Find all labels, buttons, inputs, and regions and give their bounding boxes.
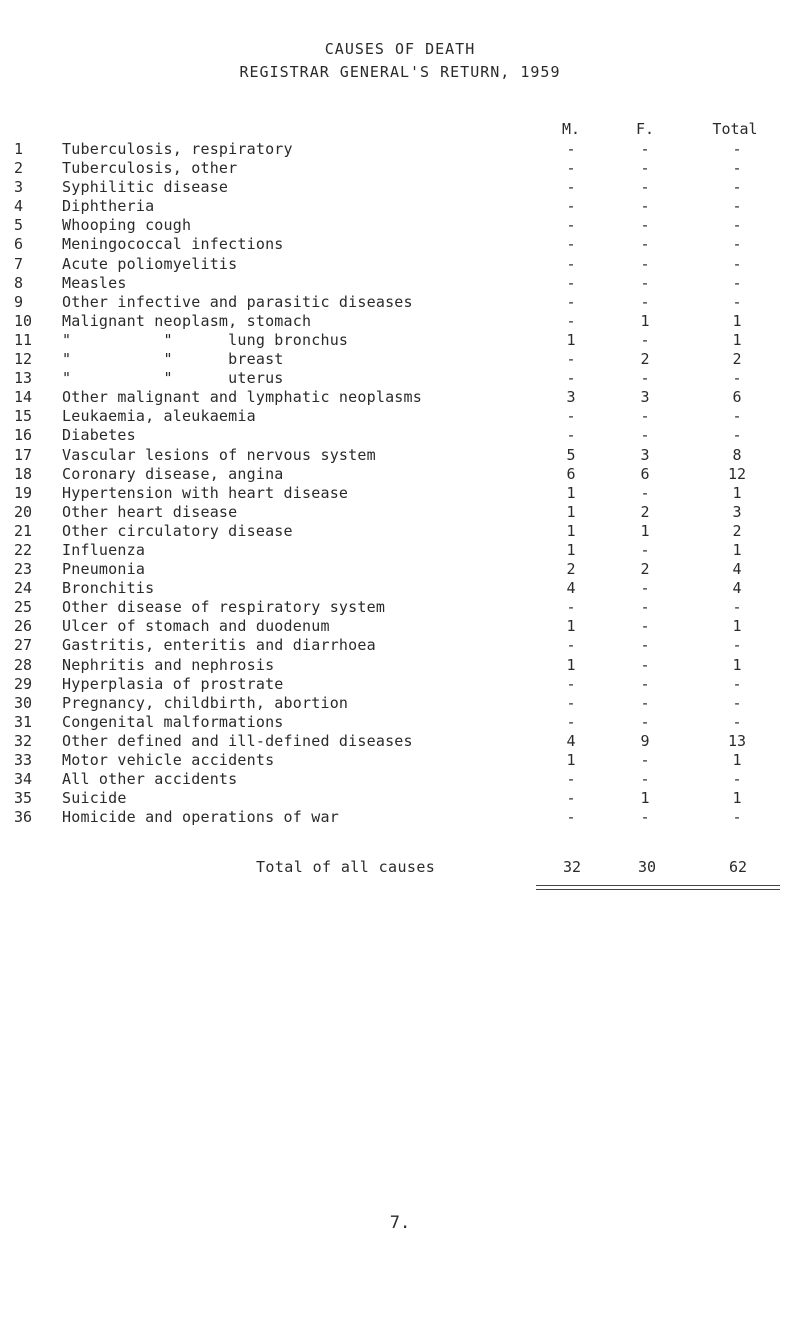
cause-label: Other circulatory disease [62, 521, 293, 540]
male-count: 1 [566, 617, 576, 636]
female-count: - [640, 330, 650, 349]
total-count: 2 [732, 521, 742, 540]
table-row [0, 656, 800, 675]
row-number: 8 [14, 273, 24, 292]
total-count: 1 [732, 655, 742, 674]
female-count: - [640, 159, 650, 178]
table-row [0, 274, 800, 293]
table-row [0, 541, 800, 560]
male-count: 4 [566, 579, 576, 598]
page-heading: CAUSES OF DEATH [324, 40, 476, 58]
female-count: - [640, 254, 650, 273]
row-number: 30 [14, 693, 33, 712]
total-count: 1 [732, 751, 742, 769]
row-number: 29 [14, 674, 33, 693]
female-count: 6 [640, 464, 650, 483]
female-count: 3 [640, 388, 650, 407]
male-count: - [566, 693, 576, 712]
cause-label: Hypertension with heart disease [62, 483, 349, 502]
table-row [0, 484, 800, 503]
total-count: - [732, 426, 742, 445]
male-count: 1 [566, 502, 576, 521]
row-number: 31 [14, 712, 33, 731]
row-number: 17 [14, 445, 33, 464]
row-number: 23 [14, 560, 33, 579]
female-count: - [640, 407, 650, 426]
table-row [0, 617, 800, 636]
total-count: 3 [732, 502, 742, 521]
total-count: 6 [732, 388, 742, 407]
cause-label: Other heart disease [62, 502, 238, 521]
table-row [0, 216, 800, 235]
total-count: 13 [727, 731, 747, 750]
female-count: - [640, 598, 650, 617]
female-count: - [640, 751, 650, 769]
table-row [0, 235, 800, 254]
male-count: 1 [566, 655, 576, 674]
total-count: - [732, 712, 742, 731]
cause-label: Homicide and operations of war [62, 808, 339, 827]
female-count: - [640, 426, 650, 445]
female-count: - [640, 483, 650, 502]
table-row [0, 503, 800, 522]
row-number: 28 [14, 655, 33, 674]
total-count: 1 [732, 330, 742, 349]
female-count: 2 [640, 502, 650, 521]
table-row [0, 636, 800, 655]
total-count: - [732, 407, 742, 426]
female-count: - [640, 808, 650, 827]
row-number: 12 [14, 350, 33, 369]
cause-label: Pregnancy, childbirth, abortion [62, 693, 349, 712]
table-row [0, 312, 800, 331]
male-count: - [566, 197, 576, 216]
male-count: - [566, 273, 576, 292]
row-number: 2 [14, 159, 24, 178]
column-header-female: F. [635, 120, 655, 138]
female-count: - [640, 712, 650, 731]
total-count: 1 [732, 540, 742, 559]
female-count: - [640, 178, 650, 197]
row-number: 33 [14, 751, 33, 769]
cause-label: Diabetes [62, 426, 136, 445]
total-count: - [732, 235, 742, 254]
male-count: 1 [566, 751, 576, 769]
female-count: 2 [640, 350, 650, 369]
cause-label: Other infective and parasitic diseases [62, 292, 413, 311]
totals-rule-upper [536, 885, 780, 886]
table-row [0, 197, 800, 216]
table-row [0, 579, 800, 598]
male-count: - [566, 311, 576, 330]
page-subheading: REGISTRAR GENERAL'S RETURN, 1959 [239, 63, 561, 81]
male-count: - [566, 292, 576, 311]
total-count: - [732, 140, 742, 158]
male-count: - [566, 808, 576, 827]
table-row [0, 732, 800, 751]
cause-label: " " lung bronchus [62, 330, 349, 349]
female-count: - [640, 540, 650, 559]
female-count: - [640, 216, 650, 235]
male-count: 5 [566, 445, 576, 464]
total-count: - [732, 273, 742, 292]
table-row [0, 178, 800, 197]
cause-label: Influenza [62, 540, 146, 559]
total-count: - [732, 254, 742, 273]
female-count: - [640, 674, 650, 693]
total-count: 8 [732, 445, 742, 464]
female-count: - [640, 617, 650, 636]
page-number: 7. [389, 1213, 411, 1233]
male-count: - [566, 407, 576, 426]
total-count: 12 [727, 464, 747, 483]
total-count: - [732, 369, 742, 388]
male-count: - [566, 712, 576, 731]
female-count: 1 [640, 521, 650, 540]
table-row [0, 159, 800, 178]
cause-label: Acute poliomyelitis [62, 254, 238, 273]
row-number: 13 [14, 369, 33, 388]
row-number: 26 [14, 617, 33, 636]
row-number: 18 [14, 464, 33, 483]
male-count: - [566, 674, 576, 693]
totals-label: Total of all causes [256, 858, 436, 876]
male-count: 6 [566, 464, 576, 483]
table-row [0, 350, 800, 369]
female-count: 3 [640, 445, 650, 464]
cause-label: Other malignant and lymphatic neoplasms [62, 388, 422, 407]
row-number: 24 [14, 579, 33, 598]
table-row [0, 293, 800, 312]
row-number: 6 [14, 235, 24, 254]
total-count: - [732, 770, 742, 789]
total-count: 1 [732, 617, 742, 636]
cause-label: Suicide [62, 789, 127, 808]
male-count: 4 [566, 731, 576, 750]
row-number: 14 [14, 388, 33, 407]
column-header-male: M. [561, 120, 581, 138]
table-row [0, 426, 800, 445]
totals-rule-lower [536, 889, 780, 890]
cause-label: Motor vehicle accidents [62, 751, 275, 769]
total-count: 1 [732, 311, 742, 330]
cause-label: Vascular lesions of nervous system [62, 445, 376, 464]
female-count: - [640, 273, 650, 292]
row-number: 5 [14, 216, 24, 235]
total-count: - [732, 693, 742, 712]
table-row [0, 789, 800, 808]
male-count: - [566, 254, 576, 273]
male-count: - [566, 159, 576, 178]
totals-male: 32 [562, 858, 582, 876]
row-number: 20 [14, 502, 33, 521]
total-count: 2 [732, 350, 742, 369]
male-count: - [566, 235, 576, 254]
table-row [0, 694, 800, 713]
male-count: 1 [566, 540, 576, 559]
row-number: 9 [14, 292, 24, 311]
male-count: - [566, 178, 576, 197]
cause-label: Bronchitis [62, 579, 155, 598]
cause-label: Ulcer of stomach and duodenum [62, 617, 330, 636]
total-count: - [732, 808, 742, 827]
total-count: 4 [732, 560, 742, 579]
cause-label: Nephritis and nephrosis [62, 655, 275, 674]
table-row [0, 407, 800, 426]
row-number: 10 [14, 311, 33, 330]
totals-total: 62 [728, 858, 748, 876]
causes-table [0, 140, 800, 827]
male-count: - [566, 140, 576, 158]
female-count: - [640, 140, 650, 158]
table-row [0, 369, 800, 388]
female-count: - [640, 292, 650, 311]
table-row [0, 598, 800, 617]
total-count: - [732, 216, 742, 235]
female-count: 1 [640, 789, 650, 808]
table-row [0, 808, 800, 827]
column-header-total: Total [712, 120, 758, 138]
cause-label: Measles [62, 273, 127, 292]
row-number: 36 [14, 808, 33, 827]
row-number: 16 [14, 426, 33, 445]
total-count: - [732, 636, 742, 655]
male-count: 2 [566, 560, 576, 579]
table-row [0, 770, 800, 789]
female-count: - [640, 770, 650, 789]
total-count: - [732, 674, 742, 693]
cause-label: Diphtheria [62, 197, 155, 216]
cause-label: Leukaemia, aleukaemia [62, 407, 256, 426]
table-row [0, 522, 800, 541]
male-count: - [566, 216, 576, 235]
female-count: - [640, 369, 650, 388]
table-row [0, 446, 800, 465]
table-row [0, 751, 800, 770]
cause-label: Other disease of respiratory system [62, 598, 386, 617]
row-number: 22 [14, 540, 33, 559]
cause-label: Coronary disease, angina [62, 464, 284, 483]
total-count: - [732, 292, 742, 311]
cause-label: Gastritis, enteritis and diarrhoea [62, 636, 376, 655]
row-number: 27 [14, 636, 33, 655]
row-number: 15 [14, 407, 33, 426]
cause-label: Tuberculosis, other [62, 159, 238, 178]
male-count: - [566, 636, 576, 655]
male-count: 1 [566, 330, 576, 349]
total-count: 4 [732, 579, 742, 598]
male-count: - [566, 789, 576, 808]
male-count: 3 [566, 388, 576, 407]
row-number: 19 [14, 483, 33, 502]
table-row [0, 388, 800, 407]
female-count: 2 [640, 560, 650, 579]
male-count: - [566, 350, 576, 369]
cause-label: " " breast [62, 350, 284, 369]
cause-label: Tuberculosis, respiratory [62, 140, 293, 158]
male-count: - [566, 369, 576, 388]
male-count: - [566, 426, 576, 445]
row-number: 1 [14, 140, 24, 158]
table-row [0, 140, 800, 159]
male-count: 1 [566, 483, 576, 502]
total-count: - [732, 178, 742, 197]
table-row [0, 675, 800, 694]
cause-label: Whooping cough [62, 216, 192, 235]
row-number: 7 [14, 254, 24, 273]
table-row [0, 560, 800, 579]
total-count: 1 [732, 789, 742, 808]
cause-label: Meningococcal infections [62, 235, 284, 254]
total-count: - [732, 598, 742, 617]
female-count: - [640, 636, 650, 655]
cause-label: Malignant neoplasm, stomach [62, 311, 312, 330]
female-count: - [640, 235, 650, 254]
row-number: 4 [14, 197, 24, 216]
female-count: - [640, 655, 650, 674]
total-count: 1 [732, 483, 742, 502]
cause-label: " " uterus [62, 369, 284, 388]
cause-label: All other accidents [62, 770, 238, 789]
female-count: - [640, 197, 650, 216]
female-count: - [640, 693, 650, 712]
table-row [0, 713, 800, 732]
totals-female: 30 [637, 858, 657, 876]
row-number: 11 [14, 330, 33, 349]
cause-label: Other defined and ill-defined diseases [62, 731, 413, 750]
male-count: - [566, 770, 576, 789]
row-number: 21 [14, 521, 33, 540]
row-number: 3 [14, 178, 24, 197]
female-count: 1 [640, 311, 650, 330]
male-count: 1 [566, 521, 576, 540]
male-count: - [566, 598, 576, 617]
row-number: 32 [14, 731, 33, 750]
cause-label: Congenital malformations [62, 712, 284, 731]
total-count: - [732, 197, 742, 216]
row-number: 25 [14, 598, 33, 617]
table-row [0, 331, 800, 350]
cause-label: Pneumonia [62, 560, 146, 579]
female-count: - [640, 579, 650, 598]
cause-label: Syphilitic disease [62, 178, 229, 197]
cause-label: Hyperplasia of prostrate [62, 674, 284, 693]
total-count: - [732, 159, 742, 178]
table-row [0, 255, 800, 274]
row-number: 34 [14, 770, 33, 789]
row-number: 35 [14, 789, 33, 808]
female-count: 9 [640, 731, 650, 750]
table-row [0, 465, 800, 484]
